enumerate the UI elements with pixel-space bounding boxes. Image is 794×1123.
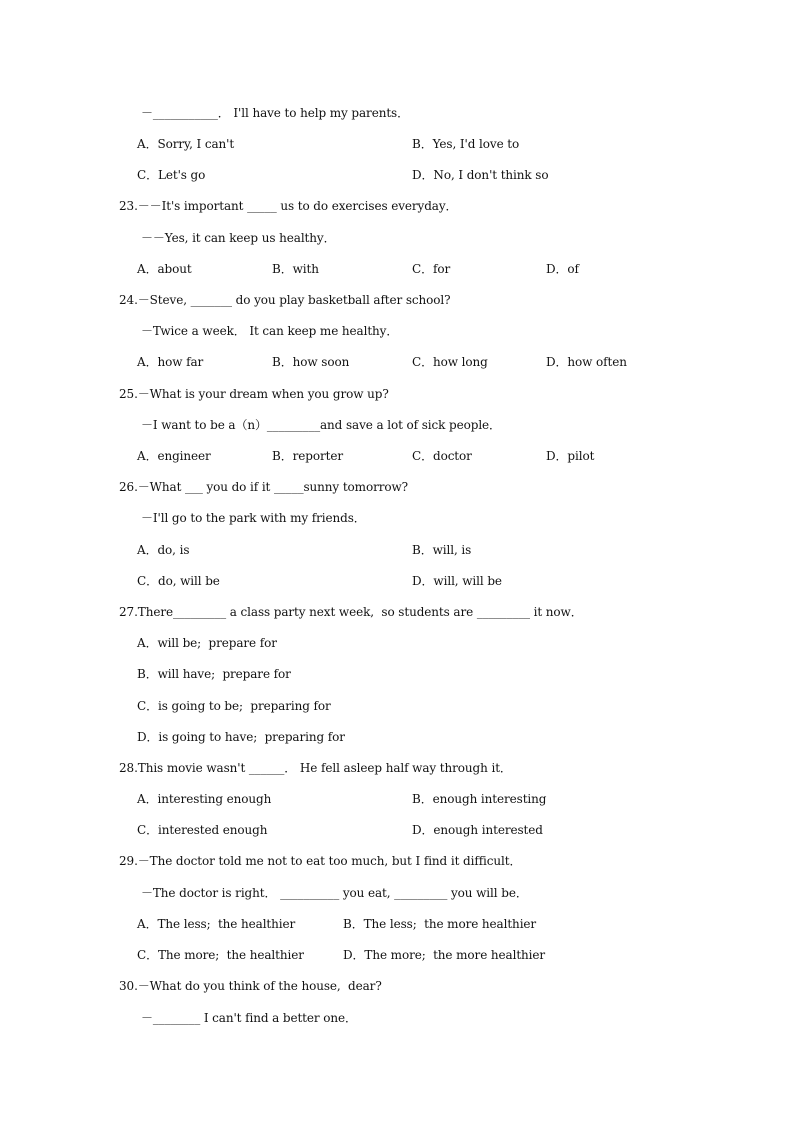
q30-question: 30.－What do you think of the house, dear? (119, 979, 382, 993)
q23-option-d: D．of (546, 262, 579, 276)
q29-option-d: D．The more; the more healthier (343, 948, 546, 962)
q29-option-b: B．The less; the more healthier (343, 917, 537, 931)
q26-question: 26.－What ___ you do if it _____sunny tomorrow? (119, 480, 408, 494)
q24-option-c: C．how long (412, 355, 488, 369)
q27-option-c: C．is going to be; preparing for (137, 699, 331, 713)
q24-question: 24.－Steve, _______ do you play basketball after school? (119, 293, 451, 307)
q27-option-a: A．will be; prepare for (137, 636, 277, 650)
q24-option-b: B．how soon (272, 355, 350, 369)
q23-question: 23.－－It's important _____ us to do exercises everyday． (119, 199, 458, 213)
q28-option-a: A．interesting enough (137, 792, 272, 806)
q28-option-b: B．enough interesting (412, 792, 547, 806)
q22-option-b: B．Yes, I'd love to (412, 137, 520, 151)
q29-option-a: A．The less; the healthier (137, 917, 296, 931)
q25-option-d: D．pilot (546, 449, 595, 463)
q23-option-b: B．with (272, 262, 319, 276)
q25-option-b: B．reporter (272, 449, 343, 463)
q24-option-d: D．how often (546, 355, 627, 369)
q22-answer-line: －___________． I'll have to help my parents． (141, 106, 410, 120)
q24-option-a: A．how far (137, 355, 204, 369)
q28-option-d: D．enough interested (412, 823, 543, 837)
q22-option-c: C．Let's go (137, 168, 206, 182)
q23-option-a: A．about (137, 262, 192, 276)
q28-option-c: C．interested enough (137, 823, 268, 837)
q27-option-d: D．is going to have; preparing for (137, 730, 345, 744)
q25-response: －I want to be a（n）_________and save a lot of sick people． (141, 418, 501, 432)
q29-response: －The doctor is right． __________ you eat, _________ you will be． (141, 886, 528, 900)
q23-option-c: C．for (412, 262, 451, 276)
q25-question: 25.－What is your dream when you grow up? (119, 387, 389, 401)
q28-question: 28.This movie wasn't ______． He fell asleep half way through it． (119, 761, 512, 775)
q27-option-b: B．will have; prepare for (137, 667, 291, 681)
q26-option-c: C．do, will be (137, 574, 220, 588)
q26-option-d: D．will, will be (412, 574, 502, 588)
q29-option-c: C．The more; the healthier (137, 948, 304, 962)
q26-option-b: B．will, is (412, 543, 472, 557)
q26-option-a: A．do, is (137, 543, 190, 557)
q22-option-d: D．No, I don't think so (412, 168, 549, 182)
q25-option-c: C．doctor (412, 449, 472, 463)
q26-response: －I'll go to the park with my friends． (141, 511, 366, 525)
q29-question: 29.－The doctor told me not to eat too much, but I find it difficult． (119, 854, 522, 868)
q24-response: －Twice a week． It can keep me healthy． (141, 324, 399, 338)
q27-question: 27.There_________ a class party next week, so students are _________ it now． (119, 605, 583, 619)
q23-response: －－Yes, it can keep us healthy． (141, 231, 336, 245)
q22-option-a: A．Sorry, I can't (137, 137, 235, 151)
q25-option-a: A．engineer (137, 449, 211, 463)
q30-response: －________ I can't find a better one． (141, 1011, 357, 1025)
